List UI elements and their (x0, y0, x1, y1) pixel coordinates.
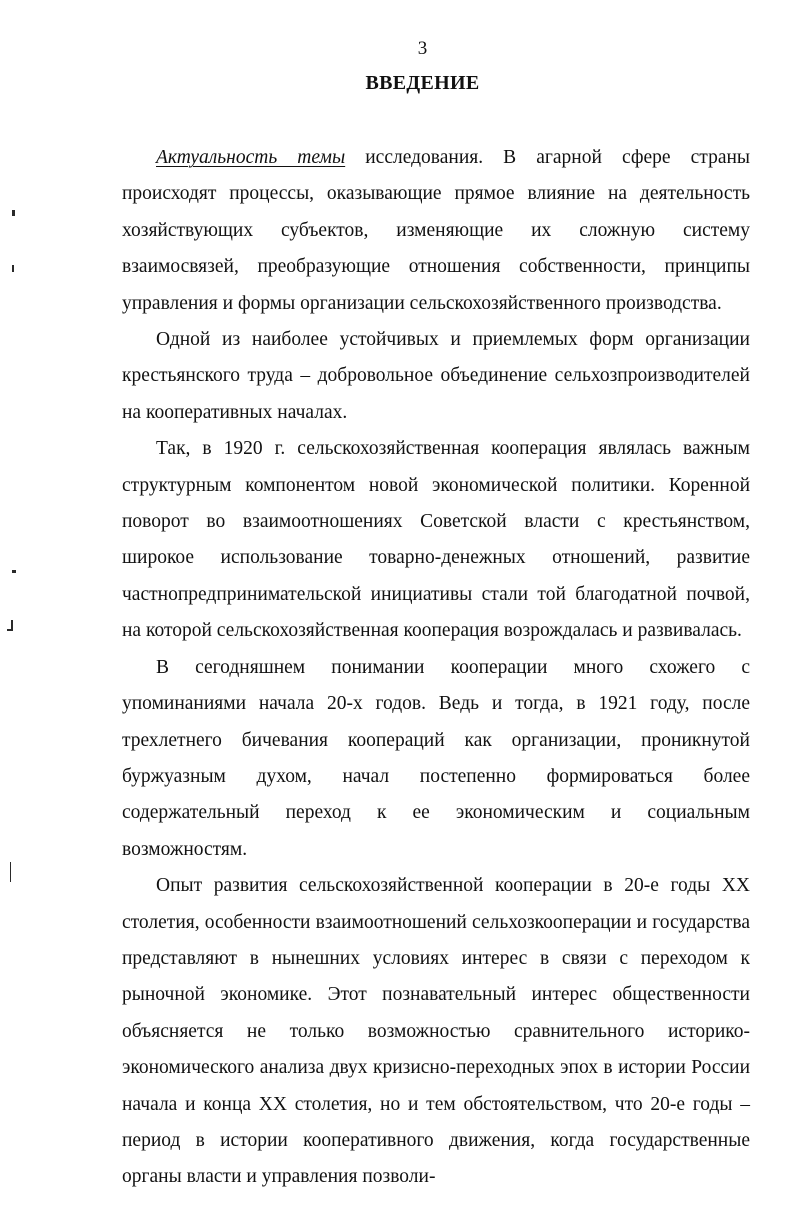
scan-mark (7, 629, 13, 631)
section-heading: ВВЕДЕНИЕ (365, 72, 480, 94)
scan-mark (12, 210, 15, 216)
body-text (122, 140, 750, 1196)
scan-mark (12, 570, 16, 573)
paragraph-1-text: исследования. В агарной сфере страны происходят процессы, оказывающие прямое влияние на деятельность хозяйствующих субъектов, изменяющие их сложную систему взаимосвязей, преобразующие отношения собственности, принципы управления и формы организации сельскохозяйственного производства. (122, 147, 751, 314)
emphasized-term: Актуальность темы (156, 147, 346, 168)
page-number: 3 (417, 38, 428, 59)
paragraph-2: Одной из наиболее устойчивых и приемлемых форм организации крестьянского труда – добровольное объединение сельхозпроизводителей на кооперативных началах. (122, 329, 750, 423)
paragraph-4: В сегодняшнем понимании кооперации много схожего с упоминаниями начала 20-х годов. Ведь и тогда, в 1921 году, после трехлетнего бичевания коопераций как организации, проникнутой буржуазным духом, начал постепенно формироваться более содержательный переход к ее экономическим и социальным возможностям. (122, 656, 750, 860)
scan-mark (12, 265, 14, 272)
paragraph-5: Опыт развития сельскохозяйственной кооперации в 20-е годы XX столетия, особенности взаимоотношений сельхозкооперации и государства представляют в нынешних условиях интерес в связи с переходом к рыночной экономике. Этот познавательный интерес общественности объясняется не только возможностью сравнительного историко-экономического анализа двух кризисно-переходных эпох в истории России начала и конца XX столетия, но и тем обстоятельством, что 20-е годы – период в истории кооперативного движения, когда государственные органы власти и управления позволи- (122, 875, 750, 1188)
scan-mark (10, 862, 11, 882)
paragraph-3: Так, в 1920 г. сельскохозяйственная кооперация являлась важным структурным компонентом новой экономической политики. Коренной поворот во взаимоотношениях Советской власти с крестьянством, широкое использование товарно-денежных отношений, развитие частнопредпринимательской инициативы стали той благодатной почвой, на которой сельскохозяйственная кооперация возрождалась и развивалась. (122, 438, 750, 642)
paragraph-1 (122, 140, 750, 322)
